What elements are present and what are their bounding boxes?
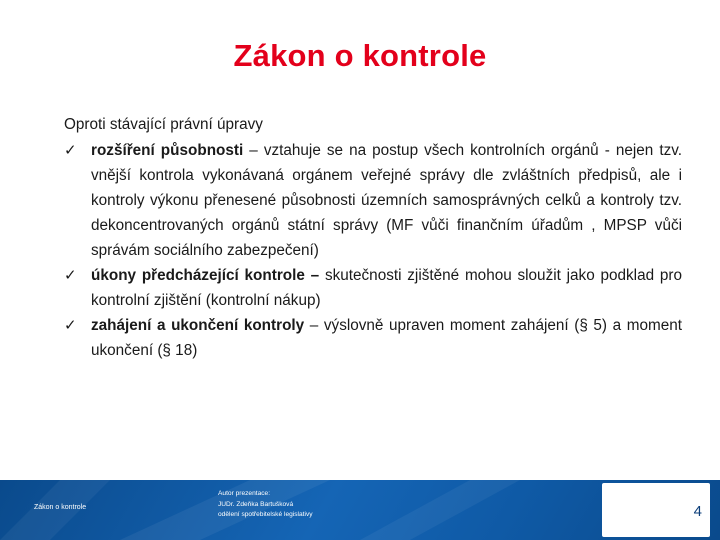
page-number-box [602,483,710,537]
bullet-scope [64,138,682,263]
slide-body [64,112,682,363]
bullet-scope-text: – vztahuje se na postup všech kontrolních orgánů - nejen tzv. vnější kontrola vykonávaná orgánem veřejné správy dle zvláštních předpisů, ale i kontroly výkonu přenesené působnosti územních samosprávných celků a kontroly tzv. dekoncentrovaných orgánů státní správy (MF vůči finančním úřadům , MPSP vůči správám sociálního zabezpečení) [91,142,682,259]
bullet-start-end-heading: zahájení a ukončení kontroly [91,317,305,334]
footer-author [218,489,313,521]
footer-presentation-name: Zákon o kontrole [34,504,87,511]
footer-bar [0,480,720,540]
bullet-start-end [64,313,682,363]
checkmark-icon: ✓ [64,316,77,334]
slide-title: Zákon o kontrole [233,38,487,73]
intro-text: Oproti stávající právní úpravy [64,116,263,133]
bullet-start-end-text: – výslovně upraven moment zahájení (§ 5) a moment ukončení (§ 18) [91,317,683,359]
footer-author-line: JUDr. Zdeňka Bartušková [218,500,294,508]
bullet-preceding-acts-heading: úkony předcházející kontrole – [91,267,320,284]
footer-author-line: odělení spotřebitelské legislativy [218,511,313,518]
checkmark-icon: ✓ [64,266,77,284]
bullet-preceding-acts-text: skutečnosti zjištěné mohou sloužit jako podklad pro kontrolní zjištění (kontrolní nákup) [91,267,682,309]
page-number: 4 [693,503,702,520]
bullet-preceding-acts [64,263,682,313]
bullet-scope-heading: rozšíření působnosti [91,142,244,159]
footer-stripe [360,480,520,540]
footer-author-line: Autor prezentace: [218,490,271,497]
checkmark-icon: ✓ [64,141,77,159]
